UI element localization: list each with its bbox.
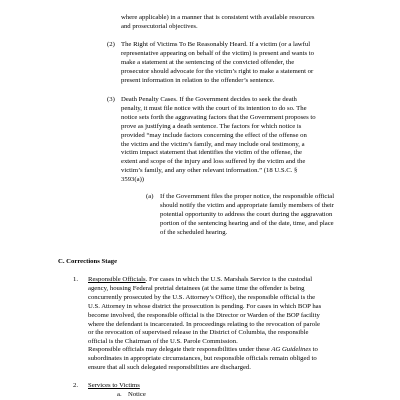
text-line: The Right of Victims To Be Reasonably Heard. If a victim (or a lawful (121, 41, 311, 48)
text-line: U.S. Attorney in whose district the prosecution is pending. For cases in which BOP has (88, 302, 322, 310)
text-line: penalty, it must file notice with the court of its intention to do so. The (121, 104, 307, 112)
item-c1-first-line: . For cases in which the U.S. Marshals Service is the custodial (145, 276, 313, 283)
text-line: or the revocation of supervised release in the District of Columbia, the responsible (88, 329, 309, 337)
text-line: the victim and the victim’s family, and may include oral testimony, a (121, 140, 305, 148)
item-3-number: (3) (107, 96, 115, 103)
delegation-text-before: Responsible officials may delegate their responsibilities under these (88, 346, 272, 353)
text-line: official is the Chairman of the U.S. Parole Commission. (88, 338, 238, 346)
text-line: potential opportunity to address the court during the aggravation (160, 210, 333, 218)
text-line: make a statement at the sentencing of the convicted offender, the (121, 58, 295, 66)
text-line: victim’s family, and any other relevant information.” (18 U.S.C. § (121, 167, 298, 175)
item-c2a-number: a. (117, 391, 122, 398)
item-3a-paragraph (160, 193, 334, 238)
text-line: representative appearing on behalf of the victim) is present and wants to (121, 49, 314, 57)
text-line: victim impact statement that identifies the victim of the offense, the (121, 149, 302, 157)
item-2-paragraph (121, 41, 314, 86)
item-1-tail (121, 14, 315, 32)
item-c1-paragraph (88, 276, 321, 347)
item-3-paragraph (121, 96, 316, 185)
text-line: Death Penalty Cases. If the Government decides to seek the death (121, 96, 297, 103)
item-2-number: (2) (107, 41, 115, 48)
text-line: present information in relation to the offender’s sentence. (121, 76, 275, 84)
ag-guidelines-italic: AG Guidelines (271, 346, 311, 353)
text-line (88, 346, 318, 355)
text-line: and prosecutorial objectives. (121, 22, 198, 30)
text-line (88, 276, 321, 285)
item-c2a-title: Notice (128, 391, 146, 398)
text-line: concurrently prosecuted by the U.S. Attorney’s Office), the responsible official is the (88, 293, 316, 301)
text-line: portion of the sentencing hearing and of the date, time, and place (160, 219, 334, 227)
text-line: agency, housing Federal pretrial detainees (at the same time the offender is being (88, 284, 305, 292)
delegation-text-after: to (310, 346, 318, 353)
text-line: extent and scope of the injury and loss suffered by the victim and the (121, 158, 306, 166)
text-line: subordinates in appropriate circumstances, but responsible officials remain obliged to (88, 354, 317, 362)
text-line: become involved, the responsible official is the Director or Warden of the BOP facility (88, 311, 320, 319)
text-line: prove as justifying a death sentence. The factors for which notice is (121, 122, 302, 130)
section-heading: C. Corrections Stage (58, 258, 118, 265)
item-c1-paragraph-2 (88, 346, 318, 373)
item-c2-number: 2. (73, 382, 79, 389)
text-line: provided “may include factors concerning the effect of the offense on (121, 131, 307, 139)
text-line: of the scheduled hearing. (160, 228, 228, 236)
item-3a-number: (a) (146, 193, 154, 200)
text-line: should notify the victim and appropriate family members of their (160, 201, 335, 209)
text-line: notice sets forth the aggravating factors that the Government proposes to (121, 113, 316, 121)
text-line: where the defendant is incarcerated. In proceedings relating to the revocation of parole (88, 320, 320, 328)
text-line: prosecutor should advocate for the victim’s right to make a statement or (121, 67, 314, 75)
item-c1-number: 1. (73, 276, 79, 283)
text-line: 3593(a)) (121, 176, 145, 184)
text-line: If the Government files the proper notice, the responsible official (160, 193, 335, 200)
text-line: where applicable) in a manner that is consistent with available resources (121, 14, 315, 21)
item-c1-title: Responsible Officials (88, 276, 146, 283)
text-line: ensure that all such delegated responsibilities are discharged. (88, 363, 251, 371)
item-c2-title: Services to Victims (88, 382, 140, 389)
